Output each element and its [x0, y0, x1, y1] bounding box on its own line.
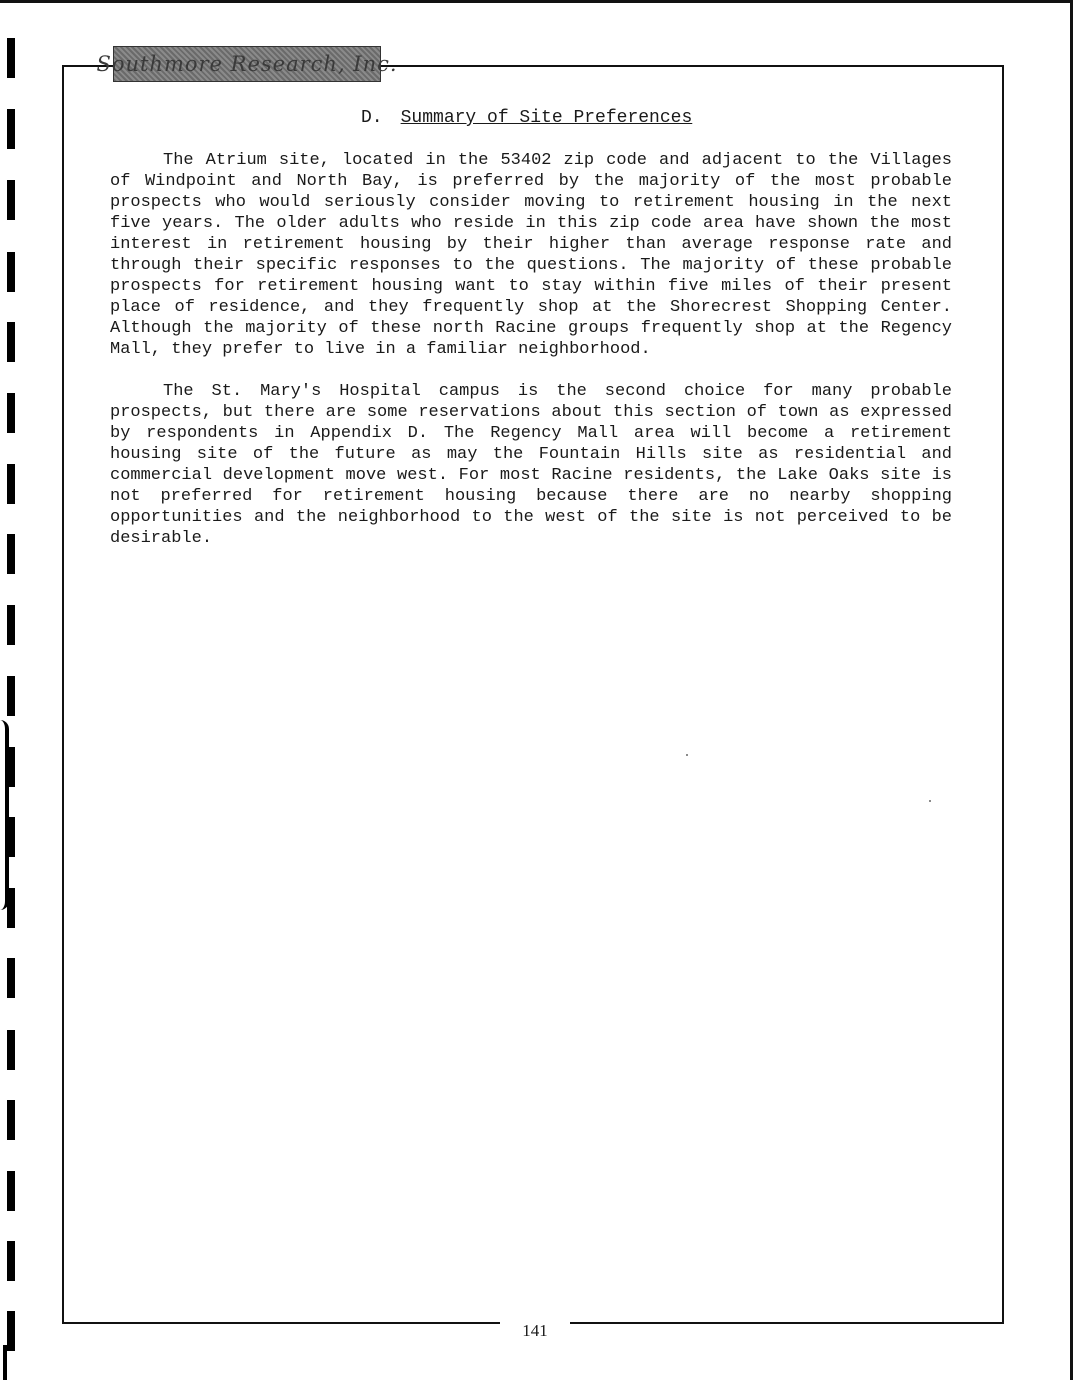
company-name: Southmore Research, Inc. [96, 52, 398, 76]
binding-mark [7, 322, 15, 362]
binding-mark [7, 180, 15, 220]
paragraph: The Atrium site, located in the 53402 zip code and adjacent to the Villages of Windpoint and North Bay, is preferred by the majority of the most probable prospects who would seriously consider moving to retirement housing in the next five years. The older adults who reside in this zip code area have shown the most interest in retirement housing by their higher than average response rate and through their specific responses to the questions. The majority of these probable prospects for retirement housing want to stay within five miles of their present place of residence, and they frequently shop at the Shorecrest Shopping Center. Although the majority of these north Racine groups frequently shop at the Regency Mall, they prefer to live in a familiar neighborhood. [110, 151, 952, 359]
binding-mark [7, 605, 15, 645]
binding-mark [7, 109, 15, 149]
binding-mark [7, 38, 15, 78]
section-letter: D. [361, 108, 383, 128]
binding-mark [7, 252, 15, 292]
company-banner [96, 46, 398, 82]
scan-speck [686, 754, 688, 756]
paragraph: The St. Mary's Hospital campus is the second choice for many probable prospects, but there are some reservations about this section of town as expressed by respondents in Appendix D. The Regency Mall area will become a retirement housing site of the future as may the Fountain Hills site as residential and commercial development move west. For most Racine residents, the Lake Oaks site is not preferred for retirement housing because there are no nearby shopping opportunities and the neighborhood to the west of the site is not perceived to be desirable. [110, 382, 952, 548]
binding-mark [7, 958, 15, 998]
binding-edge-curve [0, 720, 9, 910]
binding-mark [7, 1171, 15, 1211]
binding-edge-tail [3, 1345, 7, 1380]
binding-mark [7, 534, 15, 574]
binding-mark [7, 393, 15, 433]
binding-mark [7, 1030, 15, 1070]
section-heading [361, 108, 692, 128]
binding-mark [7, 676, 15, 716]
body-text [110, 150, 952, 570]
page-number: 141 [500, 1314, 570, 1348]
binding-mark [7, 1100, 15, 1140]
section-title: Summary of Site Preferences [400, 108, 693, 128]
binding-mark [7, 1311, 15, 1351]
page-top-edge [0, 0, 1073, 3]
binding-hole-marks [0, 0, 20, 1380]
binding-mark [7, 1241, 15, 1281]
binding-mark [7, 464, 15, 504]
scan-speck [929, 800, 931, 802]
